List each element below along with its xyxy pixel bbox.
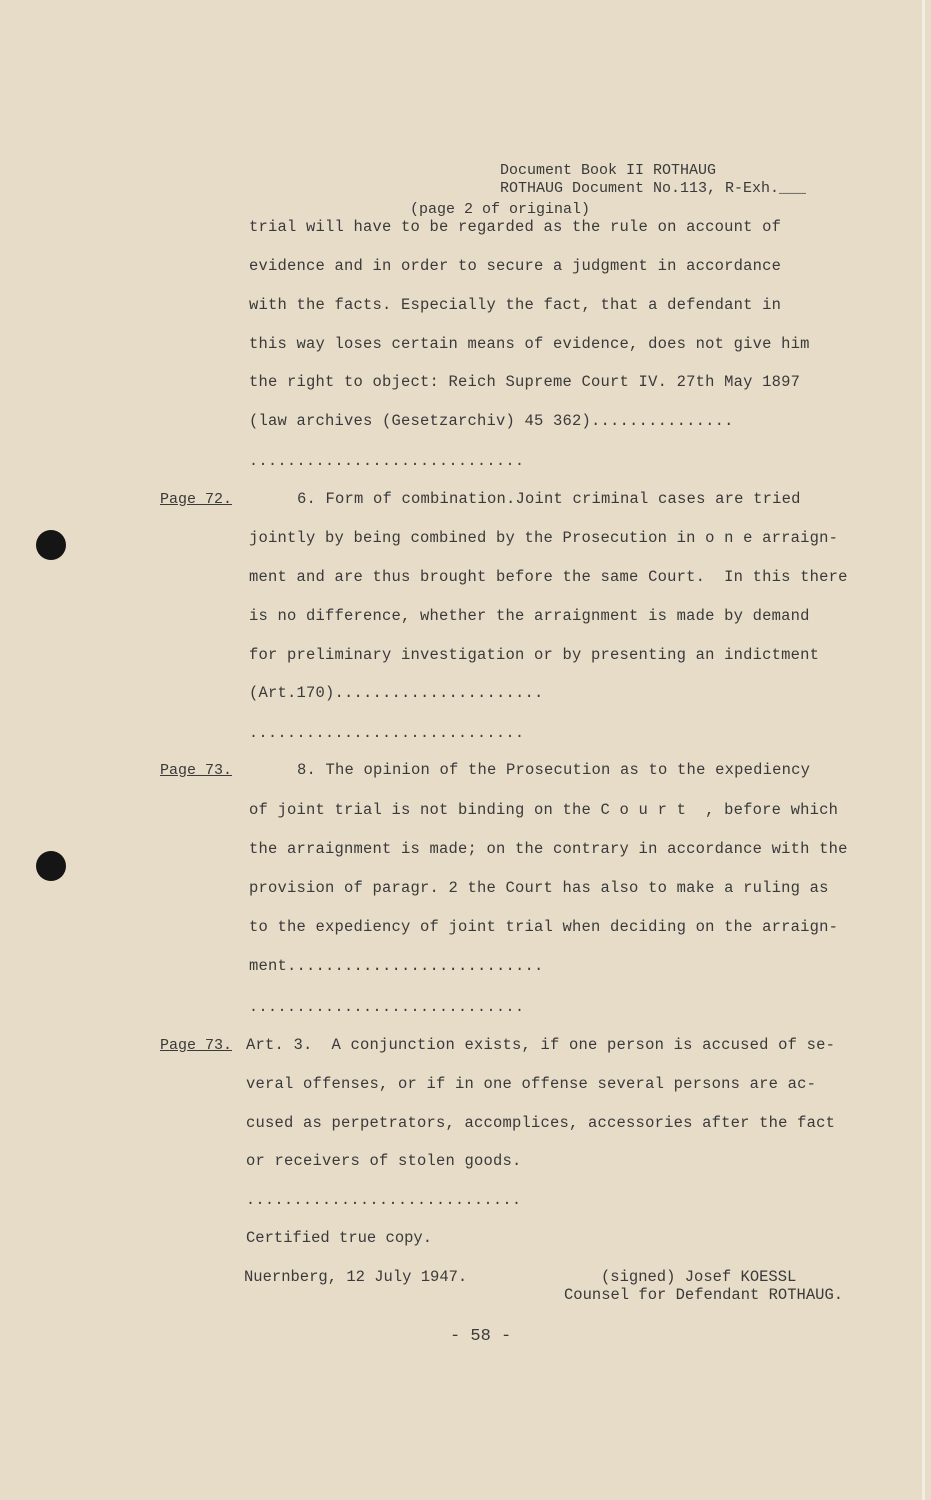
para1-line-5: the right to object: Reich Supreme Court IV. 27th May 1897: [249, 373, 801, 391]
s72-line-2: jointly by being combined by the Prosecution in o n e arraign-: [249, 529, 839, 547]
separator-1: .............................: [249, 453, 525, 470]
separator-4: .............................: [246, 1192, 522, 1209]
punch-hole-top: [36, 530, 66, 560]
punch-hole-bottom: [36, 851, 66, 881]
certified-copy: Certified true copy.: [246, 1229, 433, 1247]
s73b-line-1: Art. 3. A conjunction exists, if one person is accused of se-: [246, 1036, 836, 1054]
s73b-line-4: or receivers of stolen goods.: [246, 1152, 522, 1170]
page-edge: [922, 0, 925, 1500]
s73b-line-2: veral offenses, or if in one offense several persons are ac-: [246, 1075, 817, 1093]
s73-line-5: to the expediency of joint trial when deciding on the arraign-: [249, 918, 839, 936]
margin-ref-page-73: Page 73.: [160, 762, 233, 779]
separator-2: .............................: [249, 725, 525, 742]
para1-line-4: this way loses certain means of evidence, does not give him: [249, 335, 810, 353]
para1-line-2: evidence and in order to secure a judgment in accordance: [249, 257, 782, 275]
s73-line-2: of joint trial is not binding on the C o u r t , before which: [249, 801, 839, 819]
signature: (signed) Josef KOESSL: [601, 1268, 797, 1286]
s73-line-4: provision of paragr. 2 the Court has also to make a ruling as: [249, 879, 829, 897]
s73-line-6: ment...........................: [249, 957, 544, 975]
header-book: Document Book II ROTHAUG: [500, 162, 717, 179]
s72-line-5: for preliminary investigation or by presenting an indictment: [249, 646, 820, 664]
para1-line-3: with the facts. Especially the fact, that a defendant in: [249, 296, 782, 314]
s72-line-3: ment and are thus brought before the same Court. In this there: [249, 568, 848, 586]
s72-line-1: 6. Form of combination.Joint criminal cases are tried: [297, 490, 801, 508]
place-date: Nuernberg, 12 July 1947.: [244, 1268, 468, 1286]
s73-line-1: 8. The opinion of the Prosecution as to the expediency: [297, 761, 811, 779]
header-page-note: (page 2 of original): [410, 201, 591, 218]
page-number: - 58 -: [450, 1327, 512, 1346]
header-document: ROTHAUG Document No.113, R-Exh.___: [500, 180, 807, 197]
margin-ref-page-73b: Page 73.: [160, 1037, 233, 1054]
separator-3: .............................: [249, 999, 525, 1016]
counsel-title: Counsel for Defendant ROTHAUG.: [564, 1286, 844, 1304]
s73-line-3: the arraignment is made; on the contrary in accordance with the: [249, 840, 848, 858]
para1-line-1: trial will have to be regarded as the rule on account of: [249, 218, 782, 236]
s72-line-4: is no difference, whether the arraignment is made by demand: [249, 607, 810, 625]
margin-ref-page-72: Page 72.: [160, 491, 233, 508]
s73b-line-3: cused as perpetrators, accomplices, accessories after the fact: [246, 1114, 836, 1132]
s72-line-6: (Art.170)......................: [249, 684, 544, 702]
para1-line-6: (law archives (Gesetzarchiv) 45 362)...............: [249, 412, 734, 430]
